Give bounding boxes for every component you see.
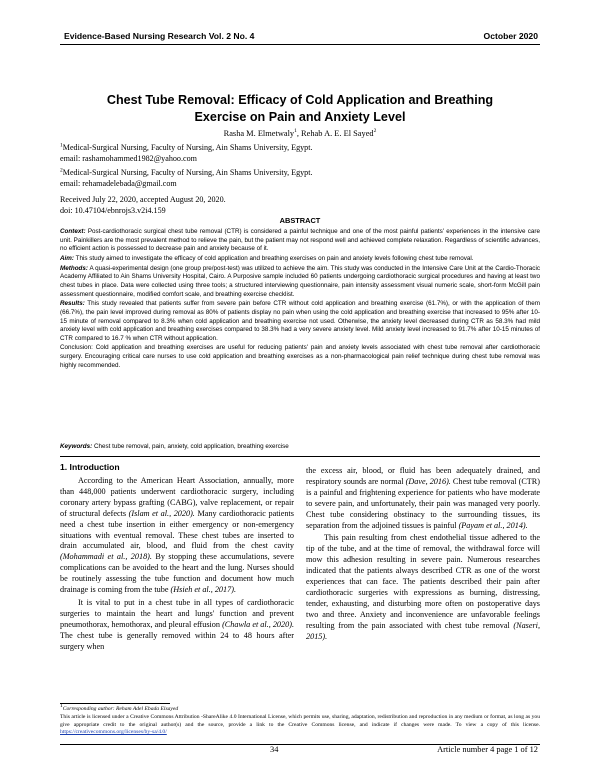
- aim-label: Aim:: [60, 254, 74, 262]
- abstract-body: [60, 228, 540, 371]
- affiliation-1-email[interactable]: email: rashamohammed1982@yahoo.com: [60, 154, 197, 163]
- introduction-heading: 1. Introduction: [60, 462, 120, 472]
- citation-hsieh[interactable]: (Hsieh et al., 2017).: [170, 585, 236, 595]
- affiliation-2-email[interactable]: email: rehamadelebada@gmail.com: [60, 179, 177, 188]
- footnote-rule: [60, 703, 170, 704]
- author-2: Rehab A. E. El Sayed: [301, 129, 374, 138]
- citation-dave[interactable]: (Dave, 2016).: [405, 476, 451, 486]
- results-text: This study revealed that patients suffer from severe pain before CTR without cold application and breathing exercise (61.7%), or with the application of them (66.7%), the pain level improved during removal as 80% of patients display no pain when using the cold application and breathing exercise that increased to 95% after 10-15 minute of removal compared to 8.3% when cold application and breathing exercise not used. Otherwise, the anxiety level decreased during CTR as 58.3% had mild anxiety level with cold application and breathing exercises compared to 38.3% had a very severe anxiety level. Mild anxiety level increased to 91.7% after 10-15 minutes of CTR compared to 16.7 % when CTR without application.: [60, 300, 540, 342]
- author-separator: ,: [296, 129, 302, 138]
- aim-text: This study aimed to investigate the efficacy of cold application and breathing exercises on pain and anxiety levels following chest tube removal.: [75, 254, 474, 262]
- intro-p1-text-c: By stopping these accumulations, severe complications can be avoided to the heart and the lung. Nurses should be routinely assessing the tube function and document how much drainage is coming from the tube: [60, 552, 295, 595]
- keywords-text: Chest tube removal, pain, anxiety, cold application, breathing exercise: [93, 443, 289, 450]
- article-page-info: Article number 4 page 1 of 12: [437, 745, 538, 754]
- license-link[interactable]: https://creativecommons.org/licenses/by-sa/4.0/: [60, 729, 167, 736]
- intro-p2c-text-a: the excess air, blood, or fluid has been adequately drained, and respiratory sounds are normal: [306, 466, 540, 486]
- issue-date: October 2020: [483, 31, 538, 41]
- title-line-2: Exercise on Pain and Anxiety Level: [194, 110, 406, 124]
- affiliation-2-text: Medical-Surgical Nursing, Faculty of Nursing, Ain Shams University, Egypt.: [62, 168, 313, 177]
- intro-p2c-text-b: Chest tube removal (CTR) is a painful and frightening experience for patients who have moderate to severe pain, and unfortunately, their pain was managed very poorly. Chest tube considering obstinacy to the surrounding tissues, its separation from the adjoined tissues is painful: [306, 476, 540, 530]
- corresponding-author-text: Corresponding author: Reham Adel Ebada Elsayed: [62, 706, 179, 712]
- affiliation-1-text: Medical-Surgical Nursing, Faculty of Nursing, Ain Shams University, Egypt.: [62, 143, 313, 152]
- context-label: Context:: [60, 228, 86, 235]
- article-title: [60, 92, 540, 126]
- author-1: Rasha M. Elmetwaly: [223, 129, 295, 138]
- keywords: [60, 443, 540, 450]
- license-text: This article is licensed under a Creative Commons Attribution -ShareAlike 4.0 International License, which permits use, sharing, adaptation, redistribution and reproduction in any medium or format, as long as you give appropriate credit to the original author(s) and the source, provide a link to the Creative Commons license, and indicate if changes were made. To view a copy of this license.: [60, 713, 540, 728]
- page-number: 34: [270, 745, 279, 754]
- abstract-results: [60, 300, 540, 343]
- citation-chawla[interactable]: (Chawla et al., 2020).: [222, 619, 294, 629]
- abstract-methods: [60, 265, 540, 299]
- page-footer: [60, 745, 540, 757]
- conclusion-label: Conclusion:: [60, 344, 93, 352]
- citation-nasseri[interactable]: (Naseri, 2015).: [306, 620, 540, 641]
- body-column-right: [306, 466, 540, 645]
- corresponding-author: [60, 703, 540, 714]
- author-list: [60, 129, 540, 138]
- journal-name: Evidence-Based Nursing Research Vol. 2 No. 4: [64, 31, 255, 41]
- citation-islam[interactable]: (Islam et al., 2020).: [128, 508, 195, 518]
- affiliation-2-mark: 2: [60, 167, 63, 174]
- affiliation-1-mark: 1: [60, 142, 63, 149]
- intro-p3-text: This pain resulting from chest endothelial tissue adhered to the tip of the tube, and at the time of removal, the withdrawal force will mow this adhesion resulting in severe pain. Numerous researches indicated that the patients always described CTR as one of the worst experiences that can face. The patients described their pain after cardiothoracic surgeries with expressions as burning, distressing, tender, exhausting, and disturbing more often on postoperative days two and three. Anxiety and inconvenience are unfavorable feelings resulting from the pain associated with chest tube removal: [306, 533, 540, 630]
- intro-p2-text-a: It is vital to put in a chest tube in all types of cardiothoracic surgeries to maintain the heart and lungs' function and prevent pneumothorax, hemothorax, and pleural effusion: [60, 597, 294, 629]
- affiliation-1: [60, 142, 540, 164]
- section-rule: [60, 456, 540, 457]
- intro-paragraph-2: [60, 598, 294, 653]
- header-rule: [60, 44, 540, 45]
- received-accepted-dates: Received July 22, 2020, accepted August 20, 2020.: [60, 195, 226, 204]
- running-header: [60, 30, 540, 44]
- intro-p2-text-b: The chest tube is generally removed within 24 to 48 hours after surgery when: [60, 630, 294, 651]
- citation-mohammadi[interactable]: (Mohammadi et al., 2018).: [60, 552, 152, 562]
- intro-paragraph-1: [60, 476, 294, 596]
- methods-label: Methods:: [60, 264, 88, 272]
- intro-paragraph-3: [306, 533, 540, 642]
- conclusion-text: Cold application and breathing exercises are useful for reducing patients' pain and anxiety levels associated with chest tube removal after cardiothoracic surgery. Encouraging critical care nurses to use cold application and breathing exercises as a non-pharmacological pain relief technique during chest tube removal was highly recommended.: [60, 344, 541, 369]
- results-label: Results:: [60, 300, 85, 308]
- intro-p1-text-b: Many cardiothoracic patients need a chest tube insertion in either emergency or non-emergency situations with eventual removal. These chest tubes are inserted to drain accumulated air, blood, and fluid from the chest cavity: [60, 508, 294, 551]
- author-2-affiliation-mark: 2: [373, 128, 377, 135]
- corresponding-mark: 1: [60, 703, 63, 710]
- intro-p1-text-a: According to the American Heart Association, annually, more than 448,000 patients underwent cardiothoracic surgery, including coronary artery bypass grafting (CABG), valve replacement, or repair of structural defects: [60, 476, 294, 518]
- body-column-left: [60, 476, 294, 655]
- abstract-heading: ABSTRACT: [279, 216, 321, 225]
- doi[interactable]: doi: 10.47104/ebnrojs3.v2i4.159: [60, 206, 166, 215]
- context-text: Post-cardiothoracic surgical chest tube removal (CTR) is considered a painful technique and one of the most painful patients' experiences in the intensive care unit. Painkillers are the most prevalent method to relieve the pain, but the patient may not respond well and achieved complete relaxation. Regardless of scientific advances, no efficient action is possessed to decrease pain and anxiety because of it.: [60, 228, 541, 253]
- methods-text: A quasi-experimental design (one group pre/post-test) was utilized to achieve the aim. This study was conducted in the Intensive Care Unit at the Cardio-Thoracic Academy Affiliated to Ain Shams University Hospital, Cairo. A Purposive sample included 60 patients undergoing cardiothoracic surgical procedures and having at least two chest tubes in place. Data were collected using three tools; a structured interviewing questionnaire, pain intensity assessment visual numeric scale, short-form McGill pain assessment questionnaire, modified comfort scale, and breathing exercise checklist.: [60, 264, 540, 298]
- author-1-affiliation-mark: 1: [294, 128, 297, 135]
- abstract-context: [60, 228, 540, 254]
- abstract-conclusion: [60, 344, 540, 370]
- intro-paragraph-2-continued: [306, 466, 540, 531]
- title-line-1: Chest Tube Removal: Efficacy of Cold Application and Breathing: [106, 93, 494, 107]
- citation-payam[interactable]: (Payam et al., 2014).: [458, 520, 528, 530]
- abstract-aim: [60, 255, 540, 264]
- license-note: [60, 714, 540, 737]
- footnotes: [60, 703, 540, 737]
- keywords-label: Keywords:: [60, 443, 93, 450]
- article-history: [60, 194, 540, 216]
- affiliation-2: [60, 167, 540, 189]
